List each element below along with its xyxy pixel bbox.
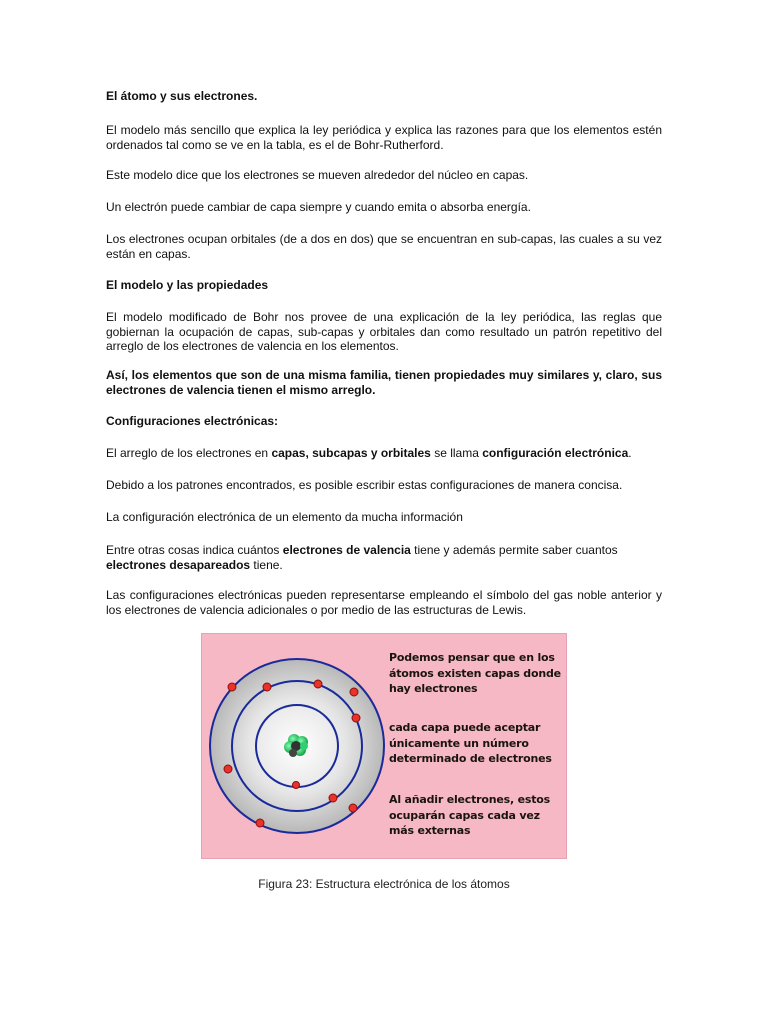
- paragraph-representation: Las configuraciones electrónicas pueden representarse empleando el símbolo del gas noble anterior y los electrones de valencia adicionales o por medio de las estructuras de Lewis.: [106, 588, 662, 617]
- section-title: El átomo y sus electrones.: [106, 89, 258, 103]
- paragraph-arrangement: El arreglo de los electrones en capas, subcapas y orbitales se llama configuración electrónica.: [106, 446, 632, 460]
- paragraph-valence: Entre otras cosas indica cuántos electrones de valencia tiene y además permite saber cuantos electrones desapareados tiene.: [106, 543, 618, 572]
- paragraph-families: Así, los elementos que son de una misma familia, tienen propiedades muy similares y, claro, sus electrones de valencia tienen el mismo arreglo.: [106, 368, 662, 397]
- paragraph-periodic-law: El modelo modificado de Bohr nos provee de una explicación de la ley periódica, las reglas que gobiernan la ocupación de capas, sub-capas y orbitales dan como resultado un patrón repetitivo del arreglo de los electrones de valencia en los elementos.: [106, 310, 662, 353]
- figure-text-adding: Al añadir electrones, estos ocuparán capas cada vez más externas: [389, 793, 550, 837]
- paragraph-information: La configuración electrónica de un elemento da mucha información: [106, 510, 463, 524]
- figure-text-shells: Podemos pensar que en los átomos existen capas donde hay electrones: [389, 651, 561, 695]
- paragraph-patterns: Debido a los patrones encontrados, es posible escribir estas configuraciones de manera concisa.: [106, 478, 623, 492]
- paragraph-electron-energy: Un electrón puede cambiar de capa siempre y cuando emita o absorba energía.: [106, 200, 531, 214]
- paragraph-orbitals: Los electrones ocupan orbitales (de a dos en dos) que se encuentran en sub-capas, las cuales a su vez están en capas.: [106, 232, 662, 261]
- figure-caption: Figura 23: Estructura electrónica de los átomos: [258, 877, 510, 891]
- figure-text-capacity: cada capa puede aceptar únicamente un número determinado de electrones: [389, 721, 552, 765]
- paragraph-electron-layers: Este modelo dice que los electrones se mueven alrededor del núcleo en capas.: [106, 168, 529, 182]
- paragraph-bohr-model: El modelo más sencillo que explica la ley periódica y explica las razones para que los elementos estén ordenados tal como se ve en la tabla, es el de Bohr-Rutherford.: [106, 123, 662, 152]
- atom-figure: [201, 633, 567, 859]
- section-heading-configurations: Configuraciones electrónicas:: [106, 414, 279, 428]
- section-heading-properties: El modelo y las propiedades: [106, 278, 269, 292]
